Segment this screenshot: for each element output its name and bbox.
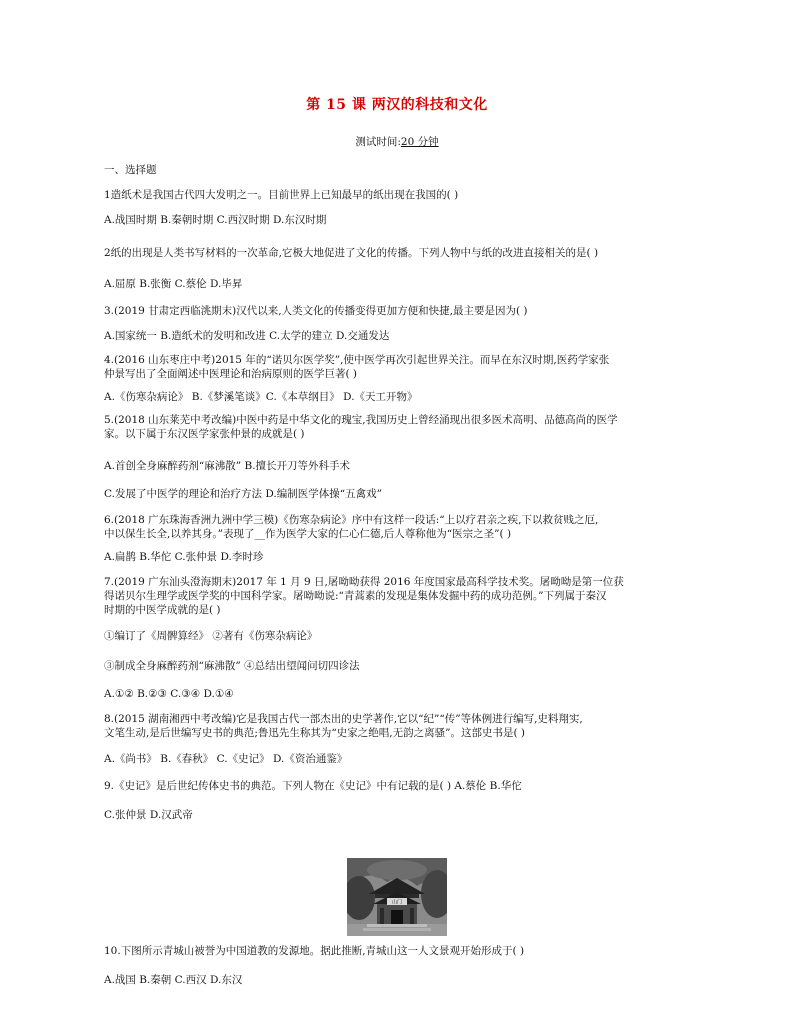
question-8-line-1: 8.(2015 湖南湘西中考改编)它是我国古代一部杰出的史学著作,它以“纪”“传”等体例进行编写,史料翔实,: [104, 713, 583, 725]
options-2: A.屈原 B.张衡 C.蔡伦 D.毕昇: [104, 278, 243, 290]
options-3: A.国家统一 B.造纸术的发明和改进 C.太学的建立 D.交通发达: [104, 330, 390, 342]
test-time-label: 测试时间:: [355, 136, 401, 148]
question-7-statement-b: ③制成全身麻醉药剂“麻沸散” ④总结出望闻问切四诊法: [104, 660, 360, 672]
question-4-line-2: 仲景写出了全面阐述中医理论和治病原则的医学巨著( ): [104, 368, 358, 380]
options-6: A.扁鹊 B.华佗 C.张仲景 D.李时珍: [104, 551, 264, 563]
question-6-line-2: 中以保生长全,以养其身。”表现了__作为医学大家的仁心仁德,后人尊称他为“医宗之圣”( ): [104, 528, 512, 540]
qingcheng-mountain-photo: [347, 858, 447, 936]
options-8: A.《尚书》 B.《春秋》 C.《史记》 D.《资治通鉴》: [104, 753, 348, 765]
options-5-line-2: C.发展了中医学的理论和治疗方法 D.编制医学体操“五禽戏”: [104, 488, 382, 500]
question-7-statement-a: ①编订了《周髀算经》 ②著有《伤寒杂病论》: [104, 630, 318, 642]
question-5-line-1: 5.(2018 山东莱芜中考改编)中医中药是中华文化的瑰宝,我国历史上曾经涌现出很多医术高明、品德高尚的医学: [104, 414, 618, 426]
options-10: A.战国 B.秦朝 C.西汉 D.东汉: [104, 974, 243, 986]
question-7-line-2: 得诺贝尔生理学或医学奖的中国科学家。屠呦呦说:“青蒿素的发现是集体发掘中药的成功范例。”下列属于秦汉: [104, 590, 607, 602]
options-9: C.张仲景 D.汉武帝: [104, 809, 193, 821]
photo-plaque-text: 山门: [391, 899, 403, 906]
question-3: 3.(2019 甘肃定西临洮期末)汉代以来,人类文化的传播变得更加方便和快捷,最主要是因为( ): [104, 305, 528, 317]
question-2: 2纸的出现是人类书写材料的一次革命,它极大地促进了文化的传播。下列人物中与纸的改进直接相关的是( ): [104, 247, 599, 259]
question-7-line-1: 7.(2019 广东汕头澄海期末)2017 年 1 月 9 日,屠呦呦获得 2016 年度国家最高科学技术奖。屠呦呦是第一位获: [104, 576, 624, 588]
question-5-line-2: 家。以下属于东汉医学家张仲景的成就是( ): [104, 428, 305, 440]
options-5-line-1: A.首创全身麻醉药剂“麻沸散” B.擅长开刀等外科手术: [104, 460, 351, 472]
question-9: 9.《史记》是后世纪传体史书的典范。下列人物在《史记》中有记载的是( ) A.蔡伦 B.华佗: [104, 780, 522, 792]
question-6-line-1: 6.(2018 广东珠海香洲九洲中学三模)《伤寒杂病论》序中有这样一段话:“上以疗君亲之疾,下以救贫贱之厄,: [104, 514, 599, 526]
question-4-line-1: 4.(2016 山东枣庄中考)2015 年的“诺贝尔医学奖”,使中医学再次引起世界关注。而早在东汉时期,医药学家张: [104, 354, 610, 366]
options-4: A.《伤寒杂病论》 B.《梦溪笔谈》C.《本草纲目》 D.《天工开物》: [104, 391, 418, 403]
question-1: 1造纸术是我国古代四大发明之一。目前世界上已知最早的纸出现在我国的( ): [104, 189, 459, 201]
test-time-value: 20 分钟: [400, 136, 439, 148]
test-time: [0, 134, 794, 149]
page-title: 第 15 课 两汉的科技和文化: [306, 97, 488, 113]
section-heading: 一、选择题: [104, 164, 157, 176]
question-8-line-2: 文笔生动,是后世编写史书的典范;鲁迅先生称其为“史家之绝唱,无韵之离骚”。这部史书是( ): [104, 727, 525, 739]
options-1: A.战国时期 B.秦朝时期 C.西汉时期 D.东汉时期: [104, 214, 327, 226]
question-10: 10.下图所示青城山被誉为中国道教的发源地。据此推断,青城山这一人文景观开始形成于( ): [104, 945, 525, 957]
question-7-line-3: 时期的中医学成就的是( ): [104, 604, 221, 616]
options-7: A.①② B.②③ C.③④ D.①④: [104, 688, 234, 700]
